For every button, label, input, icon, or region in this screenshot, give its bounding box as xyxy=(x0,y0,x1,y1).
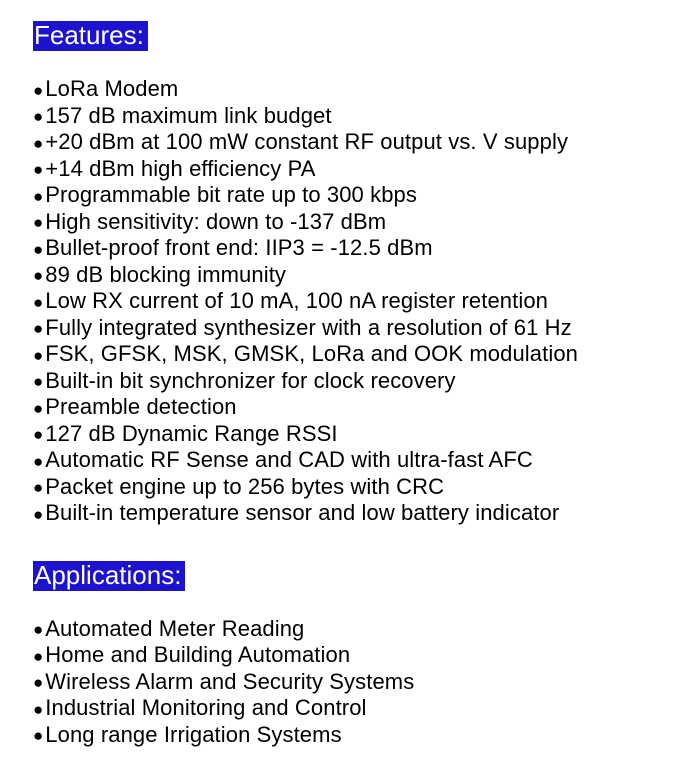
list-item xyxy=(33,474,690,501)
section-heading: Features: xyxy=(33,21,148,51)
list-item-label: Wireless Alarm and Security Systems xyxy=(45,668,415,694)
list-item-label: High sensitivity: down to -137 dBm xyxy=(45,208,387,234)
bullet-icon: ● xyxy=(33,80,44,100)
bullet-icon: ● xyxy=(33,478,44,498)
bullet-icon: ● xyxy=(33,398,44,418)
list-item-label: +14 dBm high efficiency PA xyxy=(45,155,316,181)
list-item xyxy=(33,103,690,130)
list-item xyxy=(33,722,690,749)
list-item xyxy=(33,394,690,421)
list-item xyxy=(33,182,690,209)
list-item xyxy=(33,76,690,103)
list-item-label: Automatic RF Sense and CAD with ultra-fast AFC xyxy=(45,447,533,473)
section-heading-row xyxy=(33,21,690,51)
bullet-icon: ● xyxy=(33,372,44,392)
list-item xyxy=(33,209,690,236)
section-heading: Applications: xyxy=(33,561,185,591)
list-item-label: +20 dBm at 100 mW constant RF output vs. V supply xyxy=(45,129,569,155)
list-item-label: Fully integrated synthesizer with a resolution of 61 Hz xyxy=(45,314,572,340)
list-item xyxy=(33,288,690,315)
section-applications xyxy=(33,561,690,749)
list-item xyxy=(33,262,690,289)
item-list xyxy=(33,76,690,527)
list-item-label: Long range Irrigation Systems xyxy=(45,721,342,747)
list-item xyxy=(33,235,690,262)
list-item xyxy=(33,315,690,342)
bullet-icon: ● xyxy=(33,646,44,666)
list-item xyxy=(33,669,690,696)
bullet-icon: ● xyxy=(33,451,44,471)
list-item xyxy=(33,642,690,669)
list-item-label: LoRa Modem xyxy=(45,76,179,102)
list-item-label: Bullet-proof front end: IIP3 = -12.5 dBm xyxy=(45,235,433,261)
list-item-label: Automated Meter Reading xyxy=(45,615,305,641)
list-item-label: Packet engine up to 256 bytes with CRC xyxy=(45,473,445,499)
section-features xyxy=(33,21,690,527)
list-item-label: Industrial Monitoring and Control xyxy=(45,695,367,721)
bullet-icon: ● xyxy=(33,292,44,312)
list-item xyxy=(33,341,690,368)
bullet-icon: ● xyxy=(33,345,44,365)
list-item xyxy=(33,421,690,448)
bullet-icon: ● xyxy=(33,726,44,746)
list-item xyxy=(33,695,690,722)
section-heading-row xyxy=(33,561,690,591)
bullet-icon: ● xyxy=(33,133,44,153)
list-item xyxy=(33,447,690,474)
list-item xyxy=(33,129,690,156)
list-item-label: Built-in bit synchronizer for clock recovery xyxy=(45,367,456,393)
list-item-label: Low RX current of 10 mA, 100 nA register retention xyxy=(45,288,548,314)
list-item xyxy=(33,500,690,527)
bullet-icon: ● xyxy=(33,620,44,640)
bullet-icon: ● xyxy=(33,107,44,127)
bullet-icon: ● xyxy=(33,186,44,206)
bullet-icon: ● xyxy=(33,673,44,693)
list-item-label: 89 dB blocking immunity xyxy=(45,261,287,287)
bullet-icon: ● xyxy=(33,504,44,524)
list-item-label: FSK, GFSK, MSK, GMSK, LoRa and OOK modulation xyxy=(45,341,578,367)
bullet-icon: ● xyxy=(33,160,44,180)
list-item-label: Home and Building Automation xyxy=(45,642,351,668)
item-list xyxy=(33,616,690,749)
bullet-icon: ● xyxy=(33,266,44,286)
list-item xyxy=(33,368,690,395)
list-item-label: Preamble detection xyxy=(45,394,237,420)
bullet-icon: ● xyxy=(33,239,44,259)
list-item-label: Built-in temperature sensor and low battery indicator xyxy=(45,500,560,526)
list-item xyxy=(33,156,690,183)
list-item-label: Programmable bit rate up to 300 kbps xyxy=(45,182,417,208)
list-item-label: 157 dB maximum link budget xyxy=(45,102,332,128)
bullet-icon: ● xyxy=(33,213,44,233)
list-item xyxy=(33,616,690,643)
bullet-icon: ● xyxy=(33,425,44,445)
bullet-icon: ● xyxy=(33,319,44,339)
list-item-label: 127 dB Dynamic Range RSSI xyxy=(45,420,338,446)
bullet-icon: ● xyxy=(33,699,44,719)
